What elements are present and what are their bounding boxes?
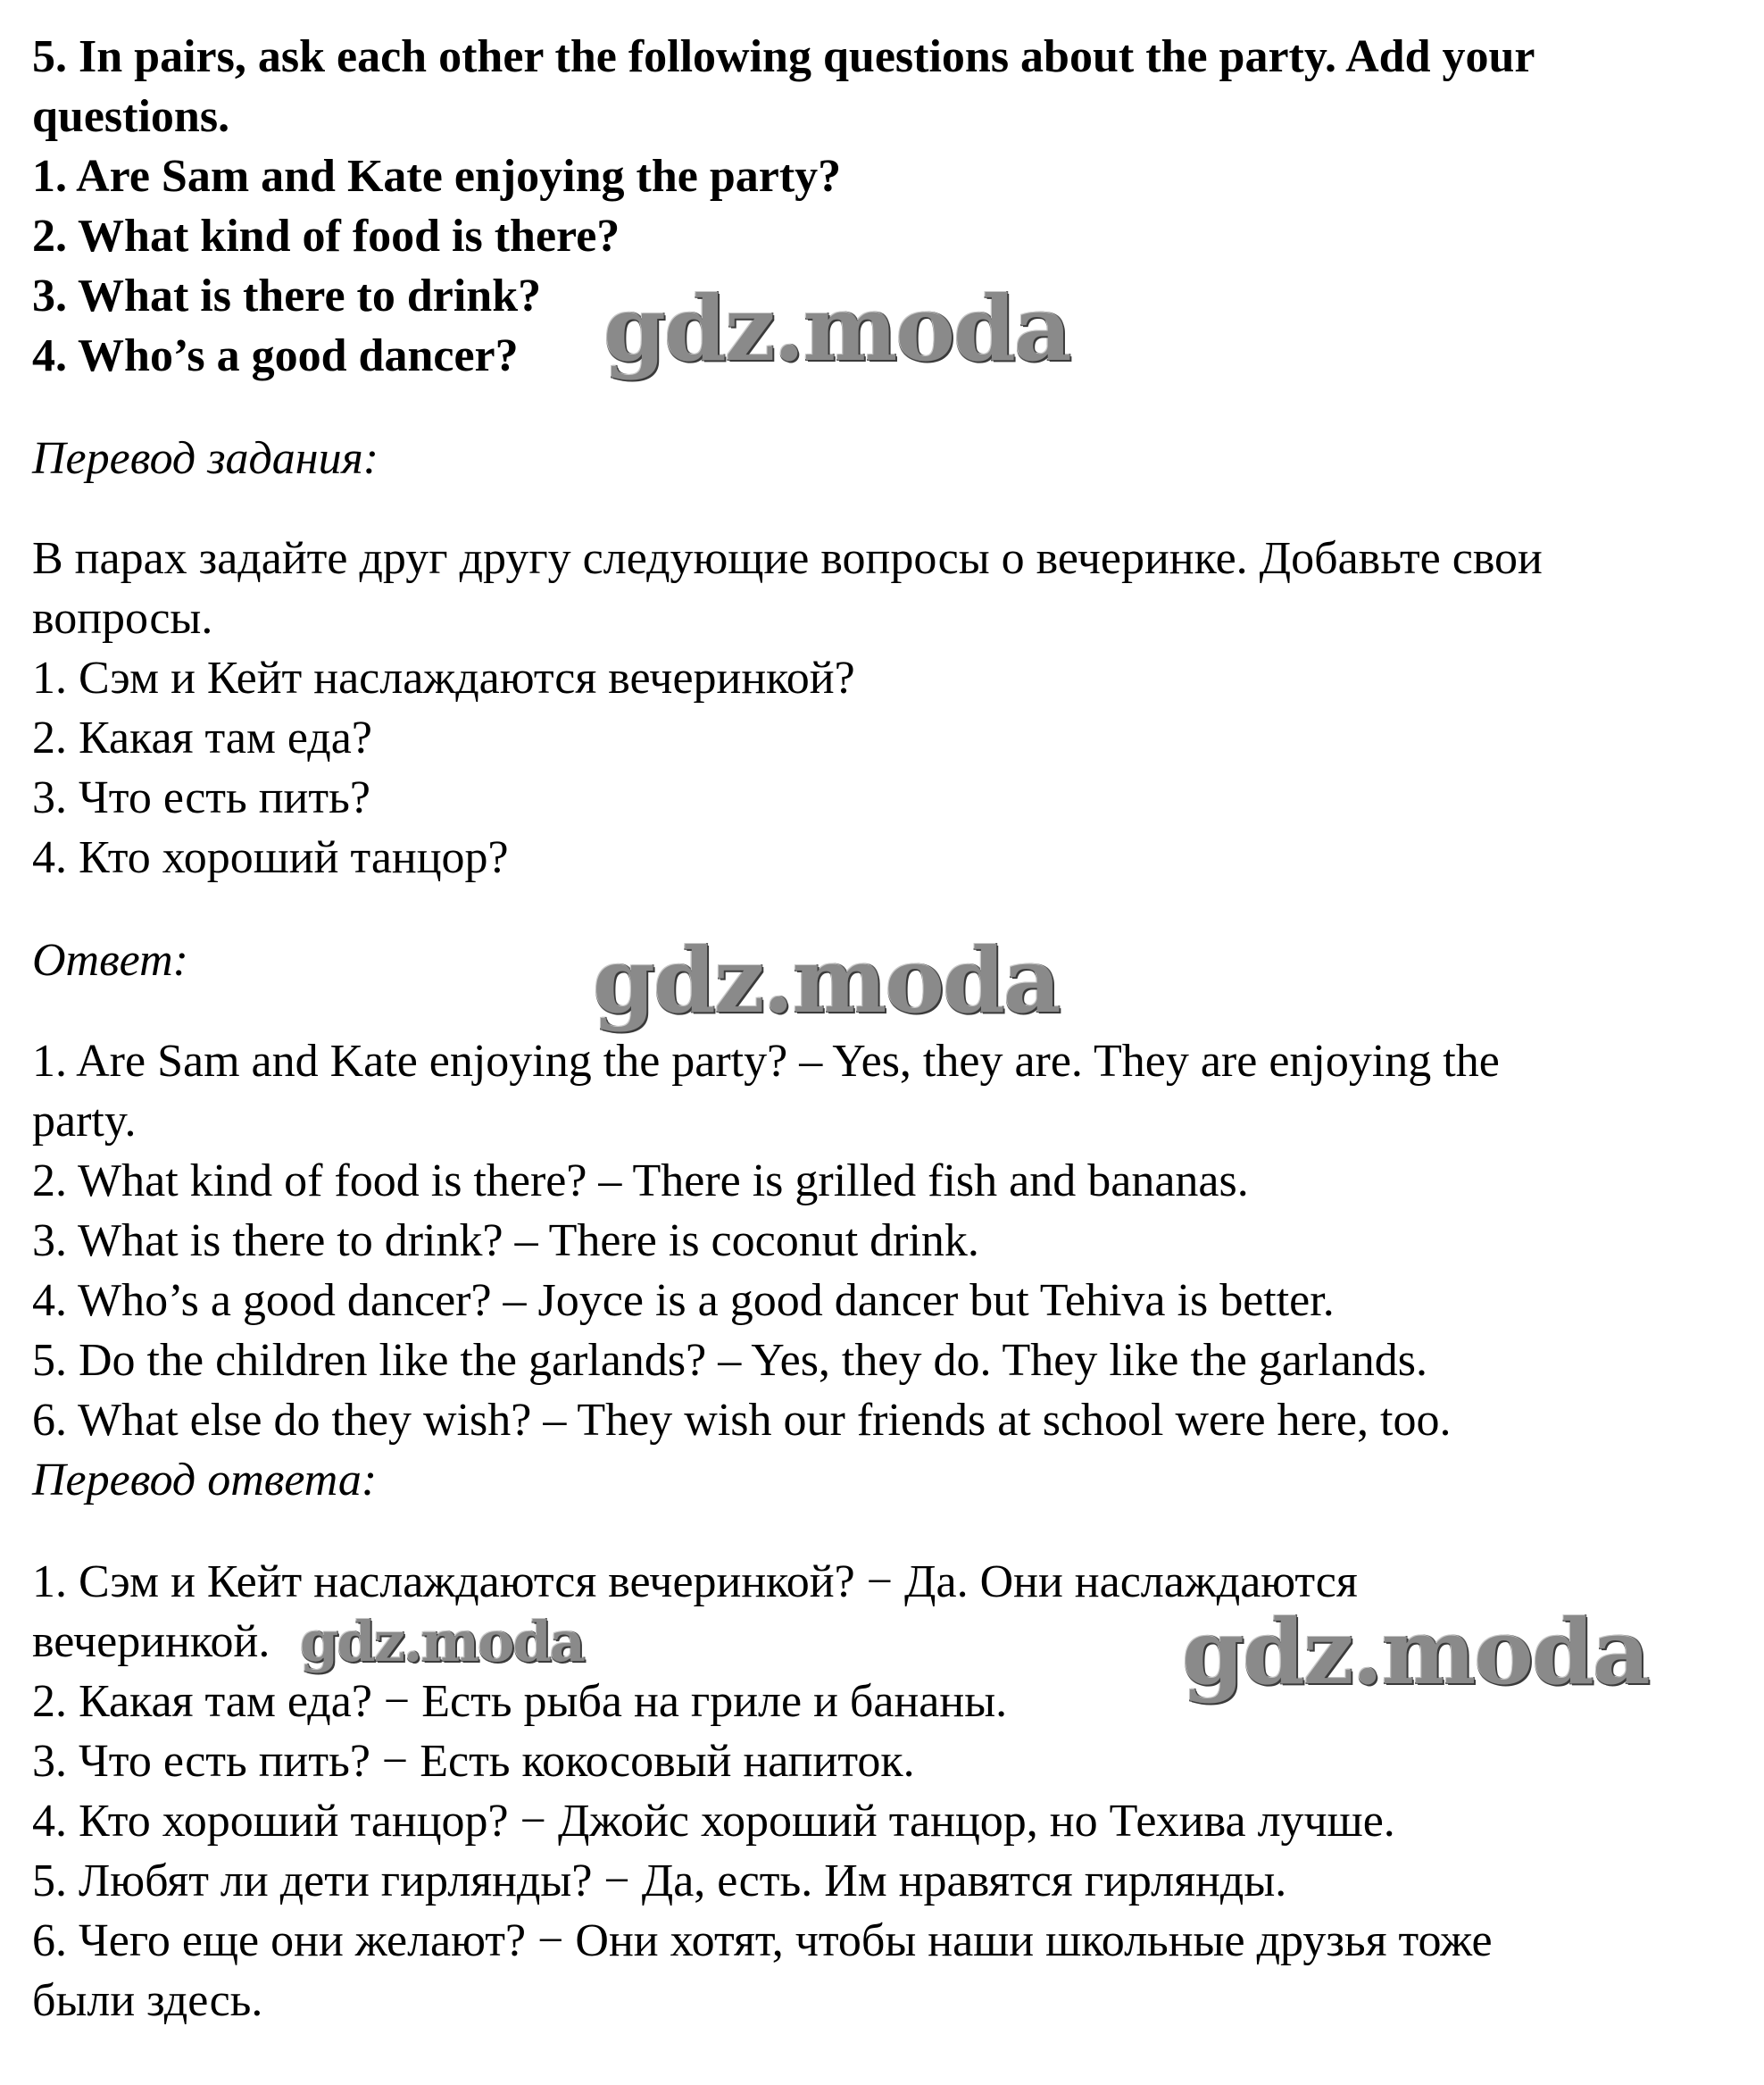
watermark-logo-4: gdz.moda xyxy=(1182,1599,1649,1705)
answer-translation-line-2: вечеринкой. xyxy=(32,1616,270,1667)
task-question-3: 3. What is there to drink? xyxy=(32,271,542,321)
task-question-4: 4. Who’s a good dancer? xyxy=(32,330,519,381)
answer-line-4: 3. What is there to drink? – There is coconut drink. xyxy=(32,1215,979,1266)
answer-translation-line-6: 5. Любят ли дети гирлянды? − Да, есть. Им нравятся гирлянды. xyxy=(32,1856,1287,1906)
task-translation-line-2: вопросы. xyxy=(32,593,213,644)
answer-translation-line-3: 2. Какая там еда? − Есть рыба на гриле и бананы. xyxy=(32,1676,1008,1727)
answer-line-3: 2. What kind of food is there? – There is grilled fish and bananas. xyxy=(32,1155,1249,1206)
task-translation-question-2: 2. Какая там еда? xyxy=(32,713,372,763)
task-heading-line-2: questions. xyxy=(32,91,230,142)
answer-translation-label: Перевод ответа: xyxy=(32,1455,378,1505)
task-translation-question-1: 1. Сэм и Кейт наслаждаются вечеринкой? xyxy=(32,653,855,704)
answer-line-5: 4. Who’s a good dancer? – Joyce is a good dancer but Tehiva is better. xyxy=(32,1275,1335,1326)
answer-line-2: party. xyxy=(32,1096,137,1147)
task-question-1: 1. Are Sam and Kate enjoying the party? xyxy=(32,151,842,202)
answer-translation-line-4: 3. Что есть пить? − Есть кокосовый напиток. xyxy=(32,1736,915,1787)
answer-translation-line-7: 6. Чего еще они желают? − Они хотят, чтобы наши школьные друзья тоже xyxy=(32,1915,1493,1966)
answer-line-7: 6. What else do they wish? – They wish our friends at school were here, too. xyxy=(32,1395,1452,1446)
watermark-logo-3: gdz.moda xyxy=(300,1609,584,1674)
task-translation-question-3: 3. Что есть пить? xyxy=(32,772,370,823)
answer-translation-line-5: 4. Кто хороший танцор? − Джойс хороший танцор, но Техива лучше. xyxy=(32,1796,1395,1847)
answer-line-6: 5. Do the children like the garlands? – Yes, they do. They like the garlands. xyxy=(32,1335,1428,1386)
answer-translation-line-8: были здесь. xyxy=(32,1975,263,2026)
task-translation-line-1: В парах задайте друг другу следующие вопросы о вечеринке. Добавьте свои xyxy=(32,533,1543,584)
task-translation-question-4: 4. Кто хороший танцор? xyxy=(32,832,509,883)
task-heading-line-1: 5. In pairs, ask each other the following questions about the party. Add your xyxy=(32,31,1535,82)
answer-label: Ответ: xyxy=(32,935,188,986)
answer-line-1: 1. Are Sam and Kate enjoying the party? – Yes, they are. They are enjoying the xyxy=(32,1036,1500,1087)
task-translation-label: Перевод задания: xyxy=(32,433,379,484)
watermark-logo-2: gdz.moda xyxy=(593,928,1060,1033)
task-question-2: 2. What kind of food is there? xyxy=(32,211,620,262)
watermark-logo-1: gdz.moda xyxy=(603,276,1070,381)
answer-translation-line-1: 1. Сэм и Кейт наслаждаются вечеринкой? − Да. Они наслаждаются xyxy=(32,1556,1358,1607)
